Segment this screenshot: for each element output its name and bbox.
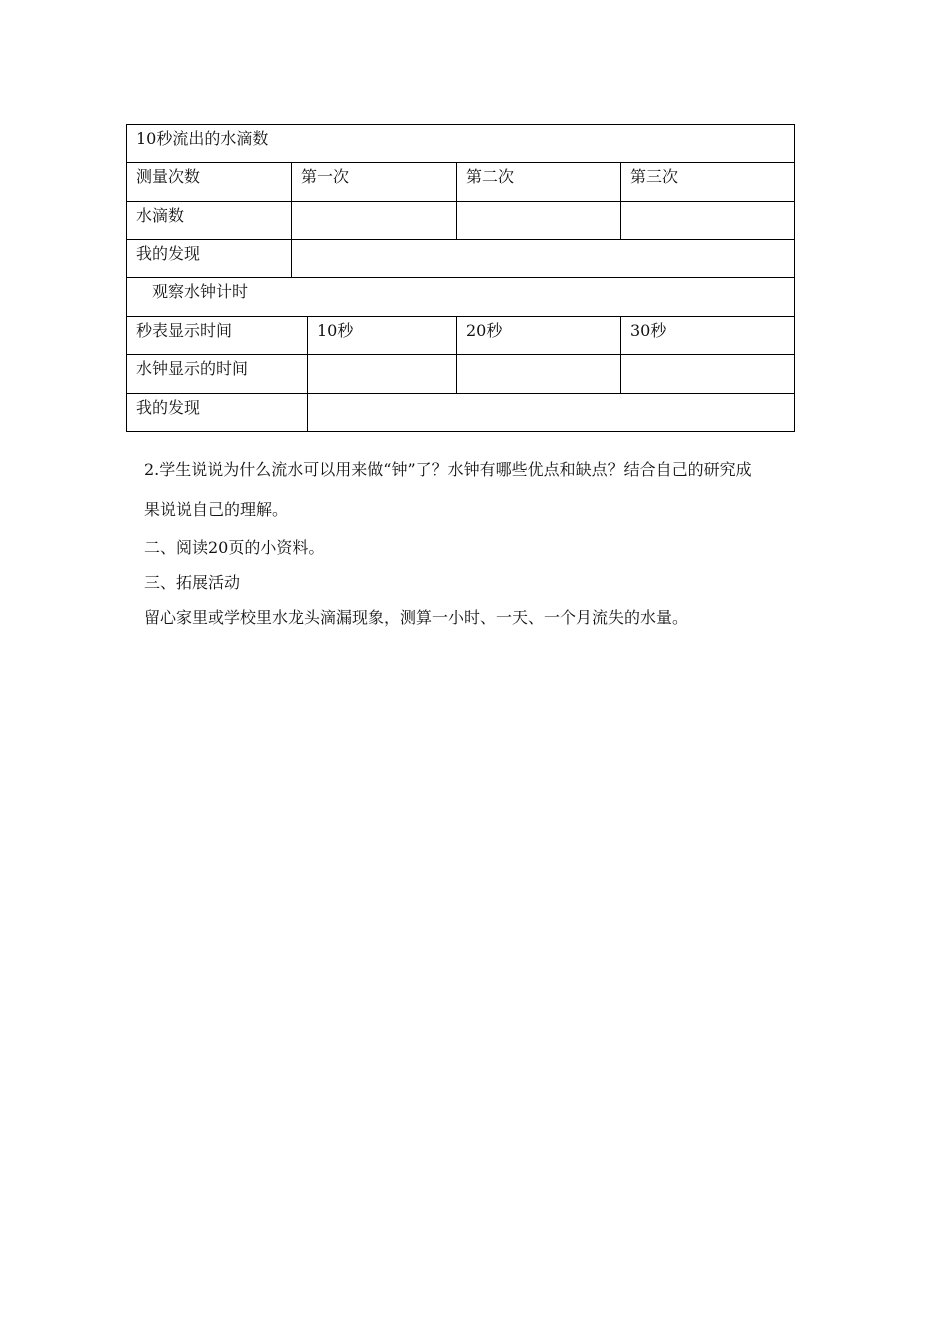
row-label-drops: 水滴数	[136, 206, 185, 225]
row-label-measure-count: 测量次数	[136, 167, 201, 186]
paragraph-reading: 二、阅读20页的小资料。	[144, 538, 325, 557]
row-label-stopwatch-time: 秒表显示时间	[136, 321, 233, 340]
stopwatch-10s: 10秒	[317, 321, 354, 340]
paragraph-extension-task: 留心家里或学校里水龙头滴漏现象，测算一小时、一天、一个月流失的水量。	[144, 608, 689, 627]
header-first: 第一次	[301, 167, 350, 186]
paragraph-question-line-1: 2.学生说说为什么流水可以用来做“钟”了？水钟有哪些优点和缺点？结合自己的研究成	[144, 460, 752, 479]
header-third: 第三次	[630, 167, 679, 186]
table-title-water-clock: 观察水钟计时	[152, 282, 249, 301]
paragraph-question-line-2: 果说说自己的理解。	[144, 500, 289, 519]
row-label-findings-1: 我的发现	[136, 244, 201, 263]
row-label-water-clock-time: 水钟显示的时间	[136, 359, 249, 378]
table-grid-lines	[126, 124, 795, 432]
stopwatch-20s: 20秒	[466, 321, 503, 340]
table-title-drops: 10秒流出的水滴数	[136, 129, 269, 148]
row-label-findings-2: 我的发现	[136, 398, 201, 417]
paragraph-extension-heading: 三、拓展活动	[144, 573, 241, 592]
observation-table	[126, 124, 795, 432]
stopwatch-30s: 30秒	[630, 321, 667, 340]
header-second: 第二次	[466, 167, 515, 186]
